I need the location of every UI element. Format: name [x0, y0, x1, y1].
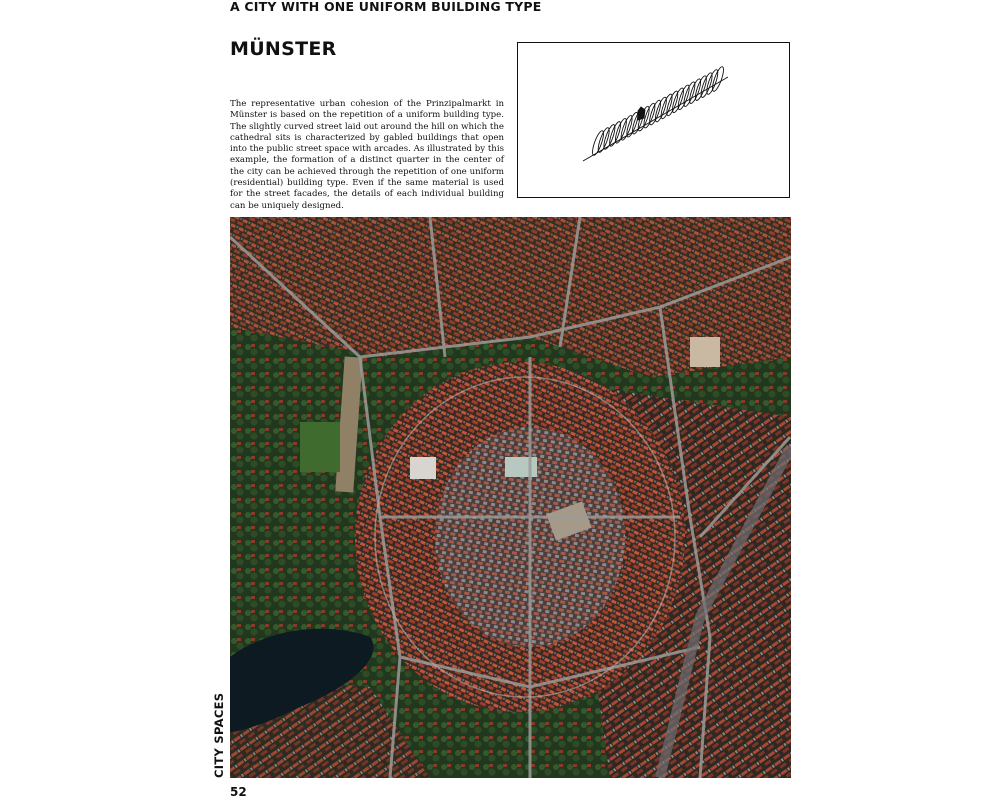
- body-paragraph: The representative urban cohesion of the Prinzipalmarkt in Münster is based on the repetition of a uniform building type. The slightly curved street laid out around the hill on which the cathedral sits is characterized by gabled buildings that open into the public street space with arcades. As illustrated by this example, the formation of a distinct quarter in the center of the city can be achieved through the repetition of one uniform (residential) building type. Even if the same material is used for the street facades, the details of each individual building can be uniquely designed.: [230, 99, 504, 211]
- page-title: MÜNSTER: [230, 38, 337, 60]
- building-type-diagram: [517, 42, 790, 198]
- aerial-photo-muenster: [230, 217, 791, 778]
- aerial-map: [230, 217, 791, 778]
- running-header: A CITY WITH ONE UNIFORM BUILDING TYPE: [230, 0, 542, 14]
- row-of-gabled-houses-diagram: [518, 43, 789, 197]
- page-number: 52: [230, 785, 247, 799]
- cathedral-marker: [638, 107, 645, 120]
- section-label: CITY SPACES: [212, 692, 226, 778]
- house-row: [590, 66, 725, 157]
